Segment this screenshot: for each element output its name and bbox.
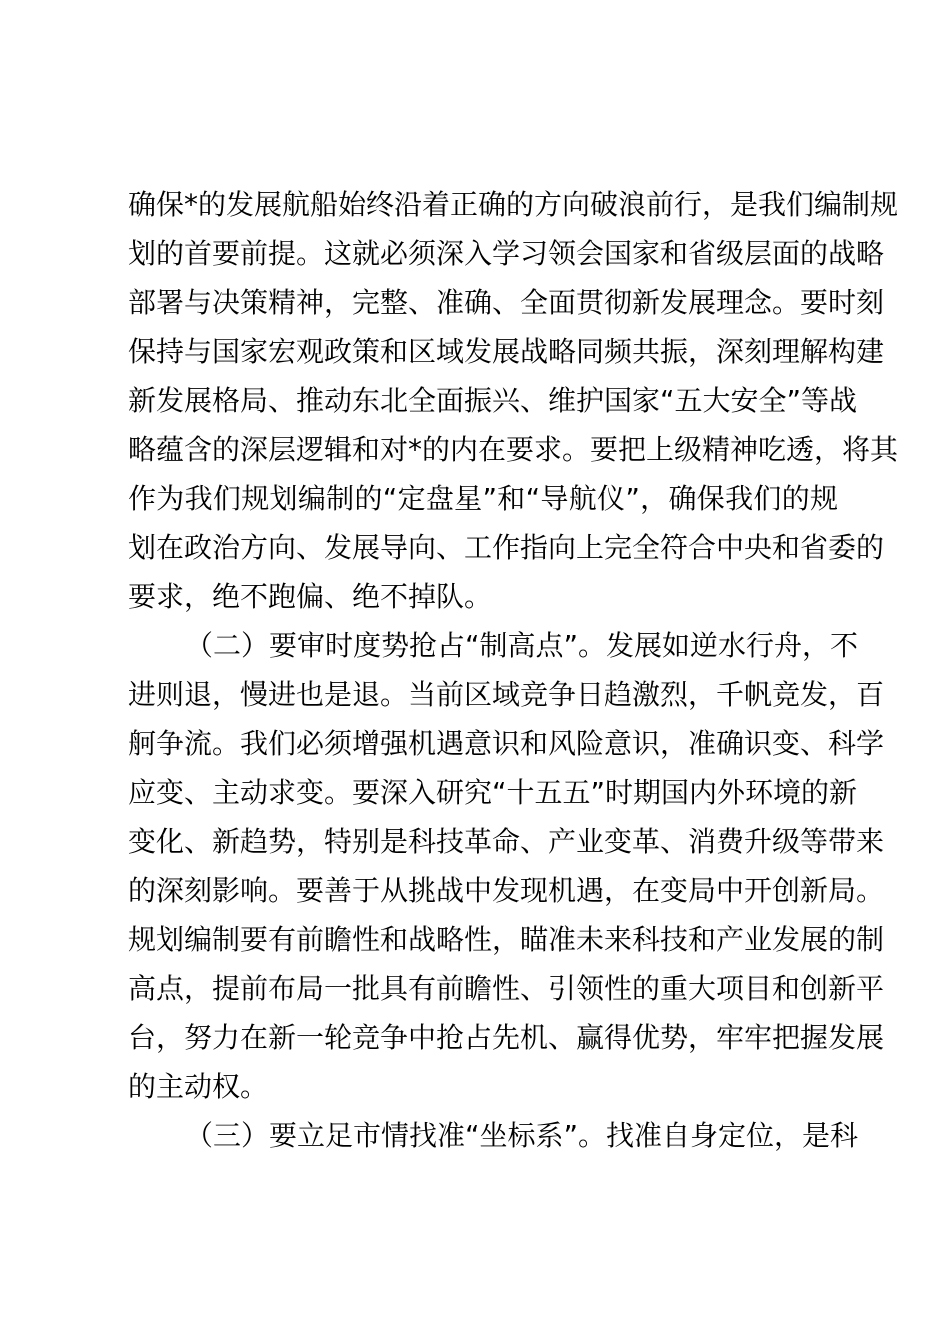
text-line: 的主动权。: [128, 1070, 269, 1103]
section-heading-line: （二）要审时度势抢占“制高点”。发展如逆水行舟，不: [185, 629, 859, 662]
text-line: 的深刻影响。要善于从挑战中发现机遇，在变局中开创新局。: [128, 874, 885, 907]
document-body: [128, 180, 899, 1160]
text-line: 舸争流。我们必须增强机遇意识和风险意识，准确识变、科学: [128, 727, 885, 760]
text-line: 新发展格局、推动东北全面振兴、维护国家“五大安全”等战: [128, 384, 858, 417]
text-line: 台，努力在新一轮竞争中抢占先机、赢得优势，牢牢把握发展: [128, 1021, 885, 1054]
text-line: 略蕴含的深层逻辑和对*的内在要求。要把上级精神吃透，将其: [128, 433, 899, 466]
text-line: 进则退，慢进也是退。当前区域竞争日趋激烈，千帆竞发，百: [128, 678, 885, 711]
text-line: 部署与决策精神，完整、准确、全面贯彻新发展理念。要时刻: [128, 286, 885, 319]
text-line: 作为我们规划编制的“定盘星”和“导航仪”，确保我们的规: [128, 482, 838, 515]
text-line: 划在政治方向、发展导向、工作指向上完全符合中央和省委的: [128, 531, 885, 564]
text-line: 确保*的发展航船始终沿着正确的方向破浪前行，是我们编制规: [128, 188, 899, 221]
section-heading-line: （三）要立足市情找准“坐标系”。找准自身定位，是科: [185, 1119, 859, 1152]
text-line: 保持与国家宏观政策和区域发展战略同频共振，深刻理解构建: [128, 335, 885, 368]
text-line: 划的首要前提。这就必须深入学习领会国家和省级层面的战略: [128, 237, 885, 270]
text-line: 变化、新趋势，特别是科技革命、产业变革、消费升级等带来: [128, 825, 885, 858]
text-line: 应变、主动求变。要深入研究“十五五”时期国内外环境的新: [128, 776, 858, 809]
text-line: 要求，绝不跑偏、绝不掉队。: [128, 580, 493, 613]
text-line: 高点，提前布局一批具有前瞻性、引领性的重大项目和创新平: [128, 972, 885, 1005]
text-line: 规划编制要有前瞻性和战略性，瞄准未来科技和产业发展的制: [128, 923, 885, 956]
